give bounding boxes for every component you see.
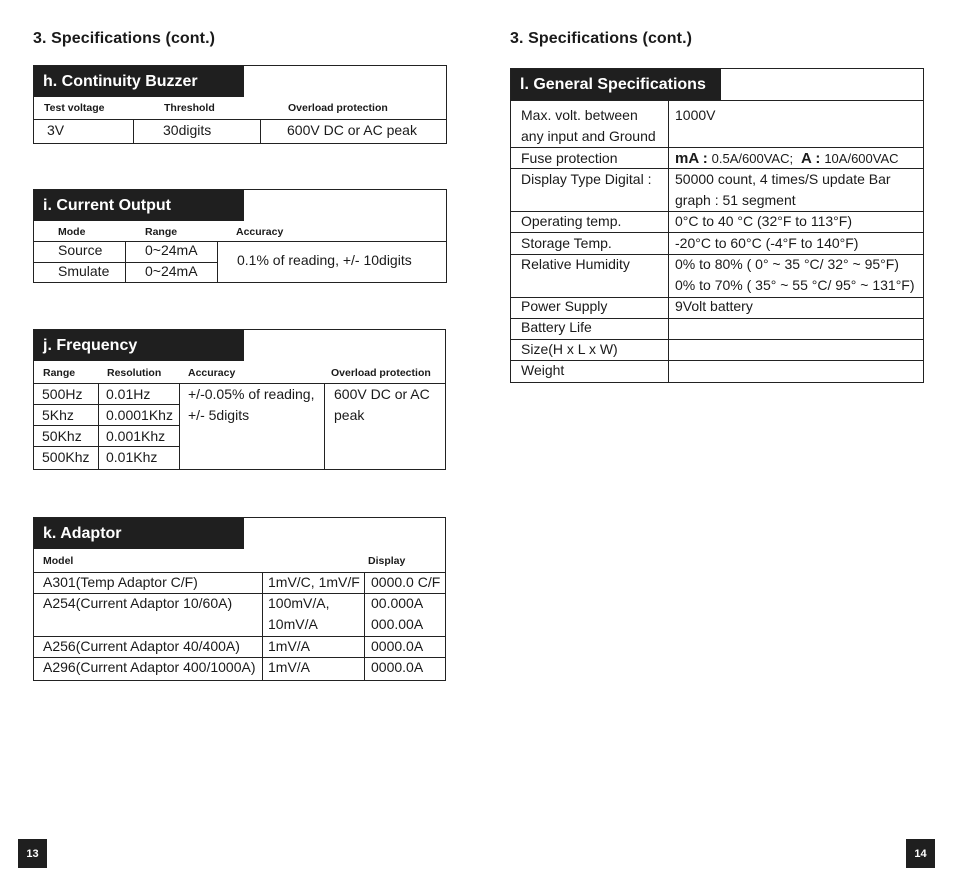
- adaptor-display-a301: 0000.0 C/F: [371, 574, 441, 590]
- spec-value-humidity-line1: 0% to 80% ( 0° ~ 35 °C/ 32° ~ 95°F): [675, 256, 899, 272]
- frequency-title: j. Frequency: [34, 330, 244, 361]
- spec-value-fuse: [675, 148, 899, 169]
- test-voltage-value: 3V: [47, 122, 65, 138]
- adaptor-model-a296: A296(Current Adaptor 400/1000A): [43, 659, 256, 675]
- spec-label-storage-temp: Storage Temp.: [521, 235, 612, 251]
- spec-label-operating-temp: Operating temp.: [521, 213, 622, 229]
- divider: [511, 360, 923, 361]
- divider: [364, 572, 365, 680]
- range-5khz: 5Khz: [42, 407, 74, 423]
- continuity-buzzer-table: [33, 65, 447, 144]
- spec-value-power-supply: 9Volt battery: [675, 298, 753, 314]
- spec-value-display-type-line1: 50000 count, 4 times/S update Bar: [675, 171, 891, 187]
- adaptor-output-a256: 1mV/A: [268, 638, 311, 654]
- divider: [179, 383, 180, 469]
- spec-value-operating-temp: 0°C to 40 °C (32°F to 113°F): [675, 213, 852, 229]
- resolution-5khz: 0.0001Khz: [106, 407, 173, 423]
- spec-label-fuse: Fuse protection: [521, 150, 618, 166]
- continuity-buzzer-title: h. Continuity Buzzer: [34, 66, 244, 97]
- adaptor-output-a254-line1: 100mV/A,: [268, 595, 330, 611]
- adaptor-display-a254-line2: 000.00A: [371, 616, 424, 632]
- spec-label-size: Size(H x L x W): [521, 341, 618, 357]
- spec-label-display-type: Display Type Digital :: [521, 171, 652, 187]
- header-overload-protection: Overload protection: [288, 102, 388, 114]
- fuse-a-unit: A :: [800, 150, 821, 167]
- general-specifications-title: l. General Specifications: [511, 69, 721, 100]
- header-model: Model: [43, 555, 74, 567]
- header-test-voltage: Test voltage: [44, 102, 105, 114]
- frequency-overload-line2: peak: [334, 407, 365, 423]
- current-output-table: [33, 189, 447, 283]
- adaptor-output-a254-line2: 10mV/A: [268, 616, 318, 632]
- adaptor-model-a254: A254(Current Adaptor 10/60A): [43, 595, 233, 611]
- frequency-table: [33, 329, 446, 470]
- resolution-500hz: 0.01Hz: [106, 386, 151, 402]
- header-threshold: Threshold: [164, 102, 215, 114]
- divider: [260, 119, 261, 143]
- adaptor-output-a301: 1mV/C, 1mV/F: [268, 574, 360, 590]
- current-accuracy: 0.1% of reading, +/- 10digits: [237, 252, 412, 268]
- mode-source: Source: [58, 242, 103, 258]
- current-output-title: i. Current Output: [34, 190, 244, 221]
- adaptor-output-a296: 1mV/A: [268, 659, 311, 675]
- header-range: Range: [43, 367, 76, 379]
- spec-value-humidity-line2: 0% to 70% ( 35° ~ 55 °C/ 95° ~ 131°F): [675, 277, 915, 293]
- spec-value-max-volt: 1000V: [675, 107, 716, 123]
- divider: [125, 241, 126, 282]
- spec-value-storage-temp: -20°C to 60°C (-4°F to 140°F): [675, 235, 859, 251]
- header-resolution: Resolution: [107, 367, 162, 379]
- spec-label-max-volt-line1: Max. volt. between: [521, 107, 638, 123]
- range-simulate: 0~24mA: [145, 263, 198, 279]
- range-source: 0~24mA: [145, 242, 198, 258]
- mode-simulate: Smulate: [58, 263, 110, 279]
- adaptor-display-a256: 0000.0A: [371, 638, 424, 654]
- page-number-right: 14: [906, 839, 935, 868]
- frequency-accuracy-line2: +/- 5digits: [188, 407, 250, 423]
- header-mode: Mode: [58, 226, 86, 238]
- divider: [133, 119, 134, 143]
- adaptor-display-a254-line1: 00.000A: [371, 595, 424, 611]
- general-specifications-table: [510, 68, 924, 383]
- fuse-a-value: 10A/600VAC: [824, 151, 899, 166]
- resolution-500khz: 0.01Khz: [106, 449, 158, 465]
- spec-label-relative-humidity: Relative Humidity: [521, 256, 630, 272]
- header-display: Display: [368, 555, 406, 567]
- divider: [262, 572, 263, 680]
- header-range: Range: [145, 226, 178, 238]
- frequency-accuracy-line1: +/-0.05% of reading,: [188, 386, 315, 402]
- range-50khz: 50Khz: [42, 428, 82, 444]
- adaptor-title: k. Adaptor: [34, 518, 244, 549]
- divider: [217, 241, 218, 282]
- header-accuracy: Accuracy: [236, 226, 284, 238]
- adaptor-model-a301: A301(Temp Adaptor C/F): [43, 574, 198, 590]
- threshold-value: 30digits: [163, 122, 212, 138]
- header-accuracy: Accuracy: [188, 367, 236, 379]
- adaptor-table: [33, 517, 446, 681]
- divider: [98, 383, 99, 469]
- overload-value: 600V DC or AC peak: [287, 122, 417, 138]
- frequency-overload-line1: 600V DC or AC: [334, 386, 430, 402]
- adaptor-display-a296: 0000.0A: [371, 659, 424, 675]
- spec-label-max-volt-line2: any input and Ground: [521, 128, 656, 144]
- right-page-heading: 3. Specifications (cont.): [510, 30, 693, 47]
- spec-value-display-type-line2: graph : 51 segment: [675, 192, 796, 208]
- resolution-50khz: 0.001Khz: [106, 428, 166, 444]
- left-page-heading: 3. Specifications (cont.): [33, 30, 216, 47]
- spec-label-power-supply: Power Supply: [521, 298, 608, 314]
- range-500khz: 500Khz: [42, 449, 90, 465]
- range-500hz: 500Hz: [42, 386, 83, 402]
- header-overload-protection: Overload protection: [331, 367, 431, 379]
- spec-label-battery-life: Battery Life: [521, 319, 592, 335]
- spec-label-weight: Weight: [521, 362, 565, 378]
- fuse-ma-value: 0.5A/600VAC;: [711, 151, 794, 166]
- adaptor-model-a256: A256(Current Adaptor 40/400A): [43, 638, 240, 654]
- page-number-left: 13: [18, 839, 47, 868]
- fuse-ma-unit: mA :: [675, 150, 708, 167]
- divider: [324, 383, 325, 469]
- divider: [511, 100, 923, 101]
